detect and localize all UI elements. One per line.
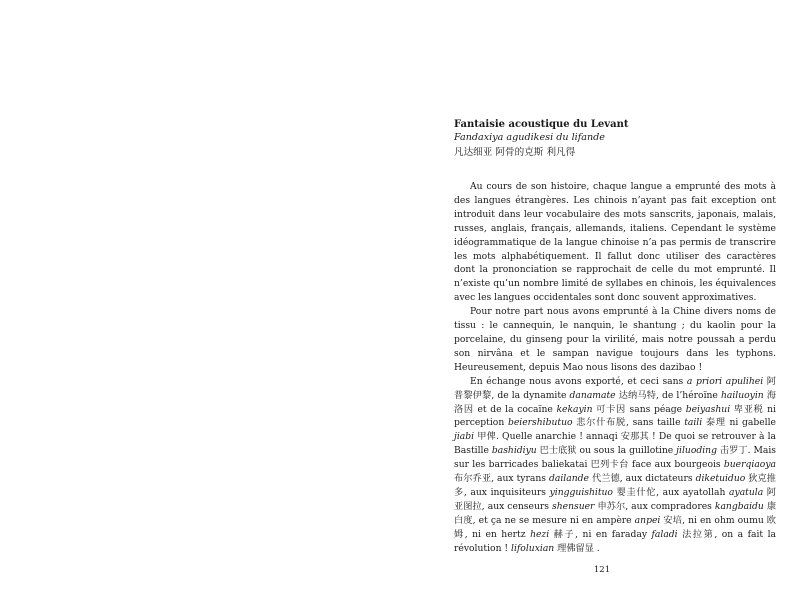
paragraph-1: Au cours de son histoire, chaque langue a emprunté des mots à des langues étrangères. Les chinois n’ayant pas fait exception ont introduit dans leur vocabulaire des mots sanscrits, japonais, malais, russes, anglais, français, allemands, italiens. Cependant le système idéogrammatique de la langue chinoise n’a pas permis de transcrire les mots alphabétiquement. Il fallut donc utiliser des caractères dont la prononciation se rapprochait de celle du mot emprunté. Il n’existe qu’un nombre limité de syllabes en chinois, les équivalences avec les langues occidentales sont donc souvent approximatives.	[454, 181, 776, 304]
paragraph-3: En échange nous avons exporté, et ceci sans a priori apulihei 阿普黎伊黎, de la dynamite danamate 达纳马特, de l’héroïne hailuoyin 海洛因 et de la cocaïne kekayin 可卡因 sans péage beiyashui 卑亚税 ni perception beiershibutuo 悲尔什布脱, sans taille taili 泰理 ni gabelle jiabi 甲俾. Quelle anarchie ! annaqi 安那其 ! De quoi se retrouver à la Bastille bashidiyu 巴士底狱 ou sous la guillotine jiluoding 击罗丁. Mais sur les barricades baliekatai 巴列卡台 face aux bourgeois buerqiaoya 布尔乔亚, aux tyrans dailande 代兰德, aux dictateurs diketuiduo 狄克推多, aux inquisiteurs yingguishituo 婴圭什佗, aux ayatollah ayatula 阿亚图拉, aux censeurs shensuer 申苏尔, aux compradores kangbaidu 康白度, et ça ne se mesure ni en ampère anpei 安培, ni en ohm oumu 欧姆, ni en hertz hezi 赫子, ni en faraday faladi 法拉第, on a fait la révolution ! lifoluxian 理佛留显 .	[454, 375, 777, 554]
chapter-title: Fantaisie acoustique du Levant	[454, 119, 629, 130]
paragraph-2: Pour notre part nous avons emprunté à la Chine divers noms de tissu : le cannequin, le nanquin, le shantung ; du kaolin pour la porcelaine, du ginseng pour la virilité, mais notre poussah a perdu son nirvâna et le sampan navigue toujours dans les typhons. Heureusement, depuis Mao nous lisons des dazibao !	[454, 306, 776, 373]
text-block	[454, 118, 776, 555]
page-number: 121	[593, 565, 611, 575]
chapter-subtitle: Fandaxiya agudikesi du lifande	[454, 132, 605, 143]
chapter-title-chinese: 凡达细亚 阿骨的克斯 利凡得	[454, 147, 576, 158]
body-text	[454, 180, 776, 555]
